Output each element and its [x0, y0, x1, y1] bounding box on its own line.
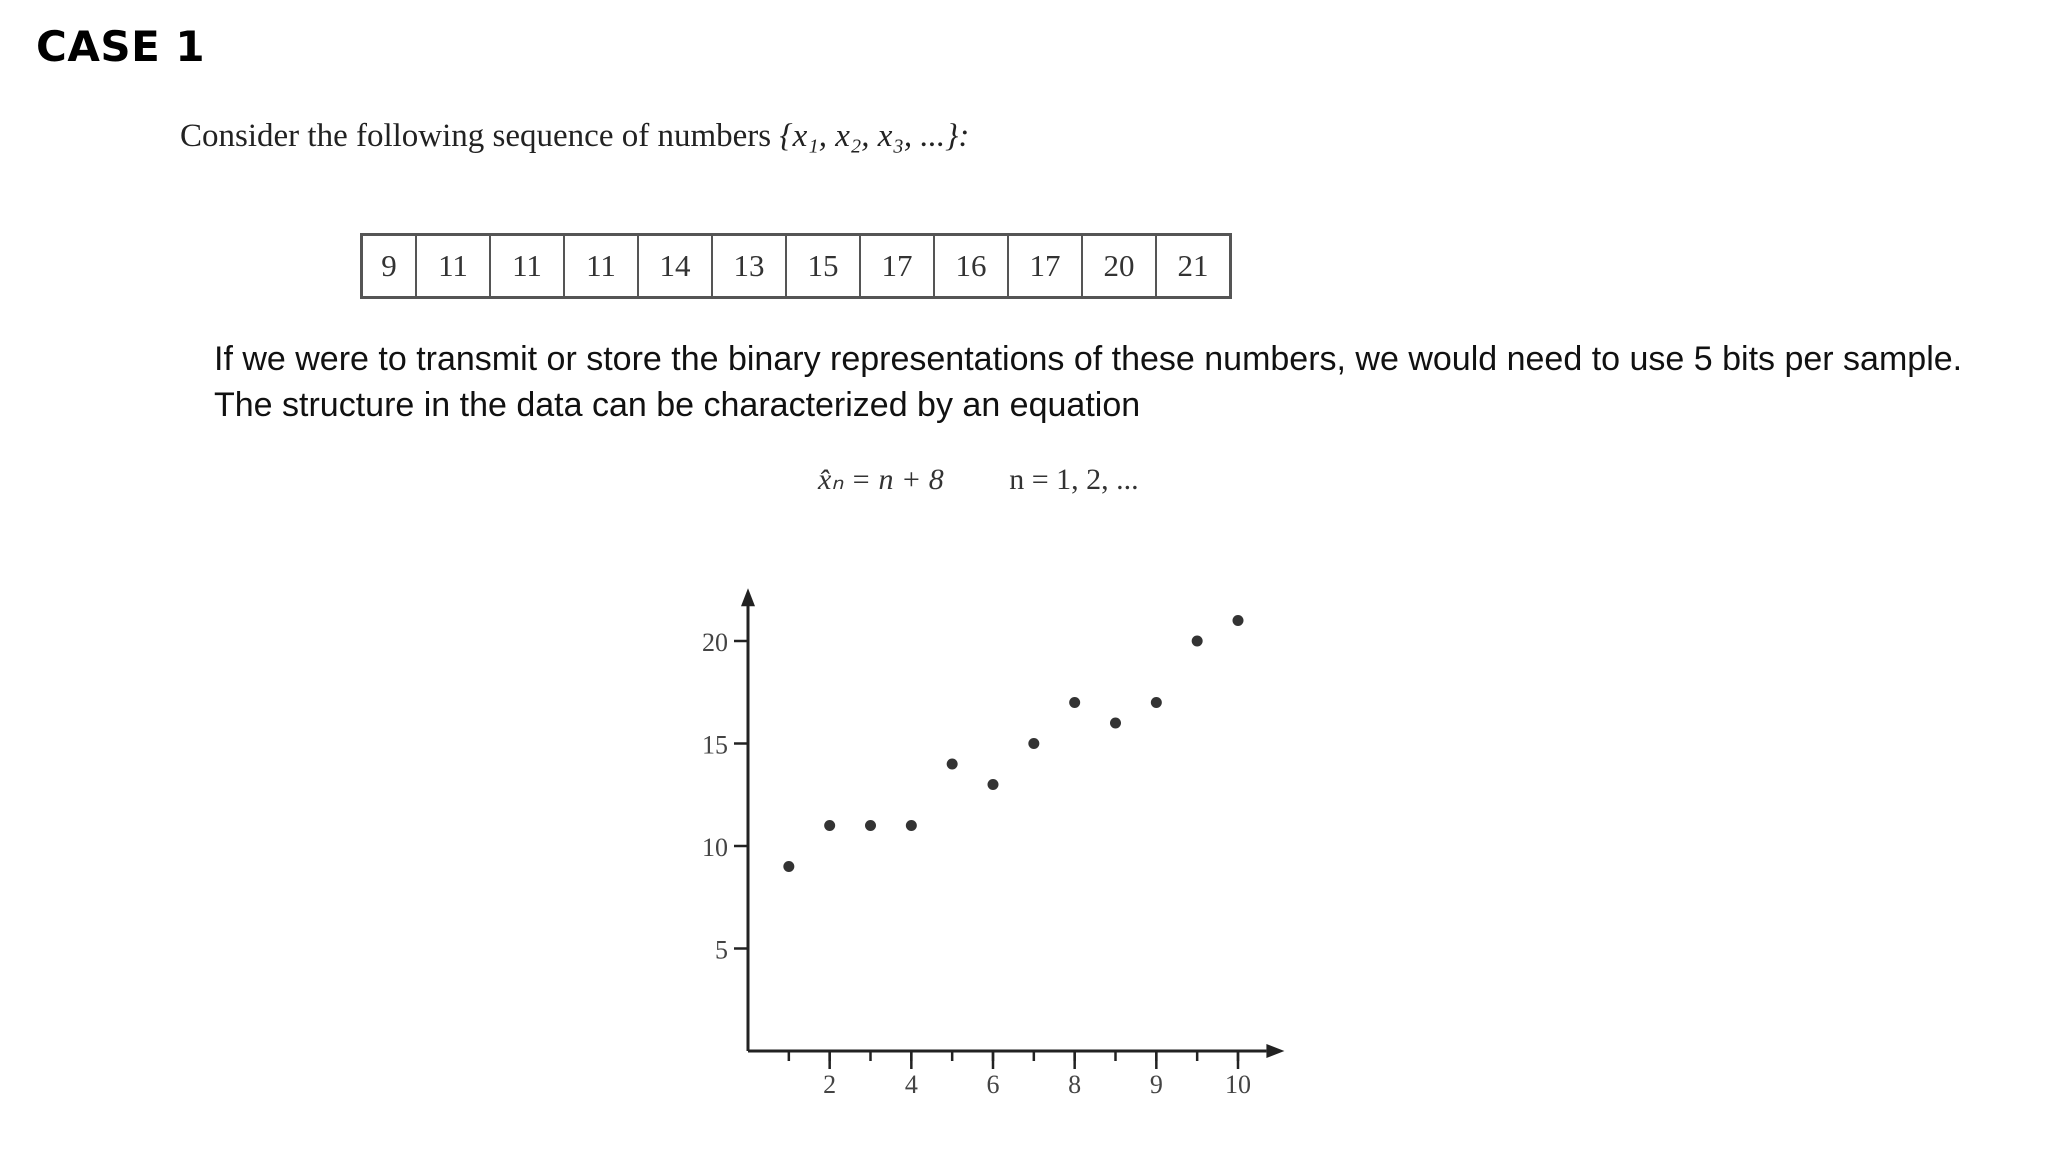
sequence-cell: 9 — [362, 235, 417, 298]
x-tick-label: 4 — [904, 1070, 918, 1099]
x-tick-label: 9 — [1149, 1070, 1163, 1099]
data-point — [988, 779, 999, 790]
intro-text: Consider the following sequence of numbers — [180, 118, 772, 154]
sequence-cell: 20 — [1082, 235, 1156, 298]
data-point — [1028, 738, 1039, 749]
sequence-cell: 13 — [712, 235, 786, 298]
y-tick-label: 15 — [702, 730, 728, 760]
y-tick-label: 10 — [702, 833, 728, 862]
y-tick-label: 20 — [702, 628, 728, 657]
slide-title: CASE 1 — [36, 22, 206, 71]
equation-rhs: n = 1, 2, ... — [1009, 463, 1139, 496]
sequence-cell: 11 — [490, 235, 564, 298]
sequence-cell: 17 — [1008, 235, 1082, 298]
data-point — [1110, 718, 1121, 729]
data-point — [1151, 697, 1162, 708]
explanation-paragraph: If we were to transmit or store the binary representations of these numbers, we would need to use 5 bits per sample. The structure in the data can be characterized by an equation — [214, 340, 1963, 424]
sequence-set-notation: {x₁, x₂, x₃, ...}: — [779, 118, 970, 154]
data-point — [1233, 615, 1244, 626]
y-tick-label: 5 — [715, 935, 728, 965]
x-tick-label: 10 — [1225, 1070, 1251, 1099]
x-tick-label: 8 — [1068, 1070, 1082, 1099]
data-point — [865, 820, 876, 831]
sequence-cell: 15 — [786, 235, 860, 298]
sequence-cell: 17 — [860, 235, 934, 298]
data-point — [824, 820, 835, 831]
x-axis-arrow — [1266, 1044, 1284, 1058]
x-tick-label: 2 — [823, 1070, 837, 1099]
data-point — [947, 759, 958, 770]
equation-lhs: x̂ₙ = n + 8 — [818, 463, 944, 496]
data-point — [1192, 636, 1203, 647]
data-point — [1069, 697, 1080, 708]
sequence-cell: 21 — [1156, 235, 1231, 298]
sequence-cell: 14 — [638, 235, 712, 298]
x-tick-label: 6 — [986, 1070, 1000, 1099]
sequence-cell: 11 — [416, 235, 490, 298]
sequence-cell: 11 — [564, 235, 638, 298]
data-point — [906, 820, 917, 831]
data-point — [783, 861, 794, 872]
sequence-cell: 16 — [934, 235, 1008, 298]
y-axis-arrow — [741, 588, 755, 606]
